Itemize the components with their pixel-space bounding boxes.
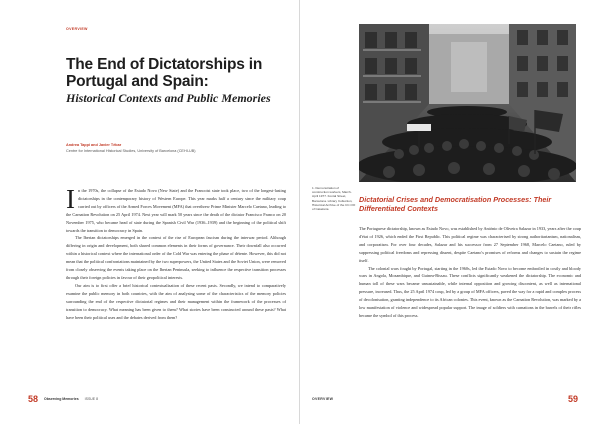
byline bbox=[66, 143, 286, 154]
page-number-right: 59 bbox=[567, 394, 578, 404]
photo-illustration bbox=[359, 24, 576, 182]
right-page bbox=[300, 0, 600, 424]
demonstration-photo bbox=[359, 24, 576, 182]
right-body-text bbox=[359, 225, 581, 320]
left-body-text bbox=[66, 184, 286, 321]
page-number-left: 58 bbox=[28, 394, 39, 404]
title-block bbox=[66, 56, 290, 105]
drop-cap: I bbox=[66, 184, 75, 214]
footer-section-tag: OVERVIEW bbox=[312, 397, 334, 401]
section-heading: Dictatorial Crises and Democratisation Processes: Their Differentiated Contexts bbox=[359, 195, 552, 213]
paragraph-1-text: n the 1970s, the collapse of the Estado Novo (New State) and the Francoist state took place, two of the longest-lasting dictatorships in the contemporary history of Western Europe. This year marks half a century since the military coup carried out by officers of the Armed Forces Movement (MFA) that overthrew Prime Minister Marcelo Caetano, leading to the Carnation Revolution on 25 April 1974. Next year will mark 50 years since the death of the dictator Francisco Franco on 20 November 1975, who became head of state during the Spanish Civil War (1936–1939) and the beginning of the political shift towards the transition to democracy in Spain. bbox=[66, 188, 286, 233]
paragraph-1 bbox=[66, 184, 286, 234]
author-names: Andrea Tappi and Javier Tébar bbox=[66, 143, 122, 147]
section-tag: OVERVIEW bbox=[66, 27, 88, 31]
journal-name: Observing Memories bbox=[44, 397, 79, 401]
left-footer bbox=[28, 394, 98, 404]
right-footer bbox=[300, 394, 600, 404]
paragraph-3: Our aim is to first offer a brief historical contextualisation of these recent pasts. Secondly, we intend to comparatively examine the public memory in both countries, with the aim of analysing some of the characteristics of the memory policies surrounding the end of the respective dictatorial regimes and their management within the framework of the processes of transition to democracy. What meaning has been given to them? What stories have been constructed around these pasts? What have been their political uses and the debates derived from them? bbox=[66, 282, 286, 320]
right-paragraph-2: The colonial wars fought by Portugal, starting in the 1960s, led the Estado Novo to become embroiled in costly and bloody wars in Angola, Mozambique, and Guinea-Bissau. These conflicts significantly weakened the dictatorship. The economic and human toll of these wars became unsustainable, while internal opposition and growing discontent, as well as international pressure, increased. Thus, the 25 April 1974 coup, led by a group of MFA officers, paved the way for a rapid and complex process of decolonisation, granting independence to its African colonies. This event, known as the Carnation Revolution, was marked by a low manifestation of violence and widespread popular support. The image of soldiers with carnations in the barrels of their rifles became the symbol of this process. bbox=[359, 265, 581, 318]
author-affiliation: Centre for International Historical Studies, University of Barcelona (CEHI-UB) bbox=[66, 148, 196, 153]
article-subtitle: Historical Contexts and Public Memories bbox=[66, 91, 271, 105]
paragraph-2: The Iberian dictatorships emerged in the context of the rise of European fascism during the interwar period. Although differing in origin and development, both shared common elements in their forms of governance. Their downfall also occurred within a historical context where the international order of the Cold War was entering the phase of détente. However, this did not mean that the political confrontations maintained by the two superpowers, the United States and the Soviet Union, were removed from closely observing the events taking place on the Iberian Peninsula, seeking to influence the respective transition processes through their foreign policies in favour of their geopolitical interests. bbox=[66, 235, 286, 280]
issue-label: ISSUE 8 bbox=[84, 397, 99, 401]
right-paragraph-1: The Portuguese dictatorship, known as Estado Novo, was established by António de Oliveira Salazar in 1933, years after the coup d'état of 1926, which ended the First Republic. This political regime was characterised by strong authoritarianism, nationalism, and corporatism. For over four decades, Salazar and his successor from 27 September 1968, Marcelo Caetano, ruled by suppressing political freedoms and repressing dissent, despite Caetano's promises of reforms and changes to sustain the regime itself. bbox=[359, 226, 581, 263]
article-title: The End of Dictatorships in Portugal and Spain: bbox=[66, 56, 263, 90]
photo-caption: 1. Demonstration of construction workers, March-April 1977. Fontal Street, Barcelona. Library Collection, Historical Archive of the CC.OO of Catalonia bbox=[312, 186, 356, 212]
